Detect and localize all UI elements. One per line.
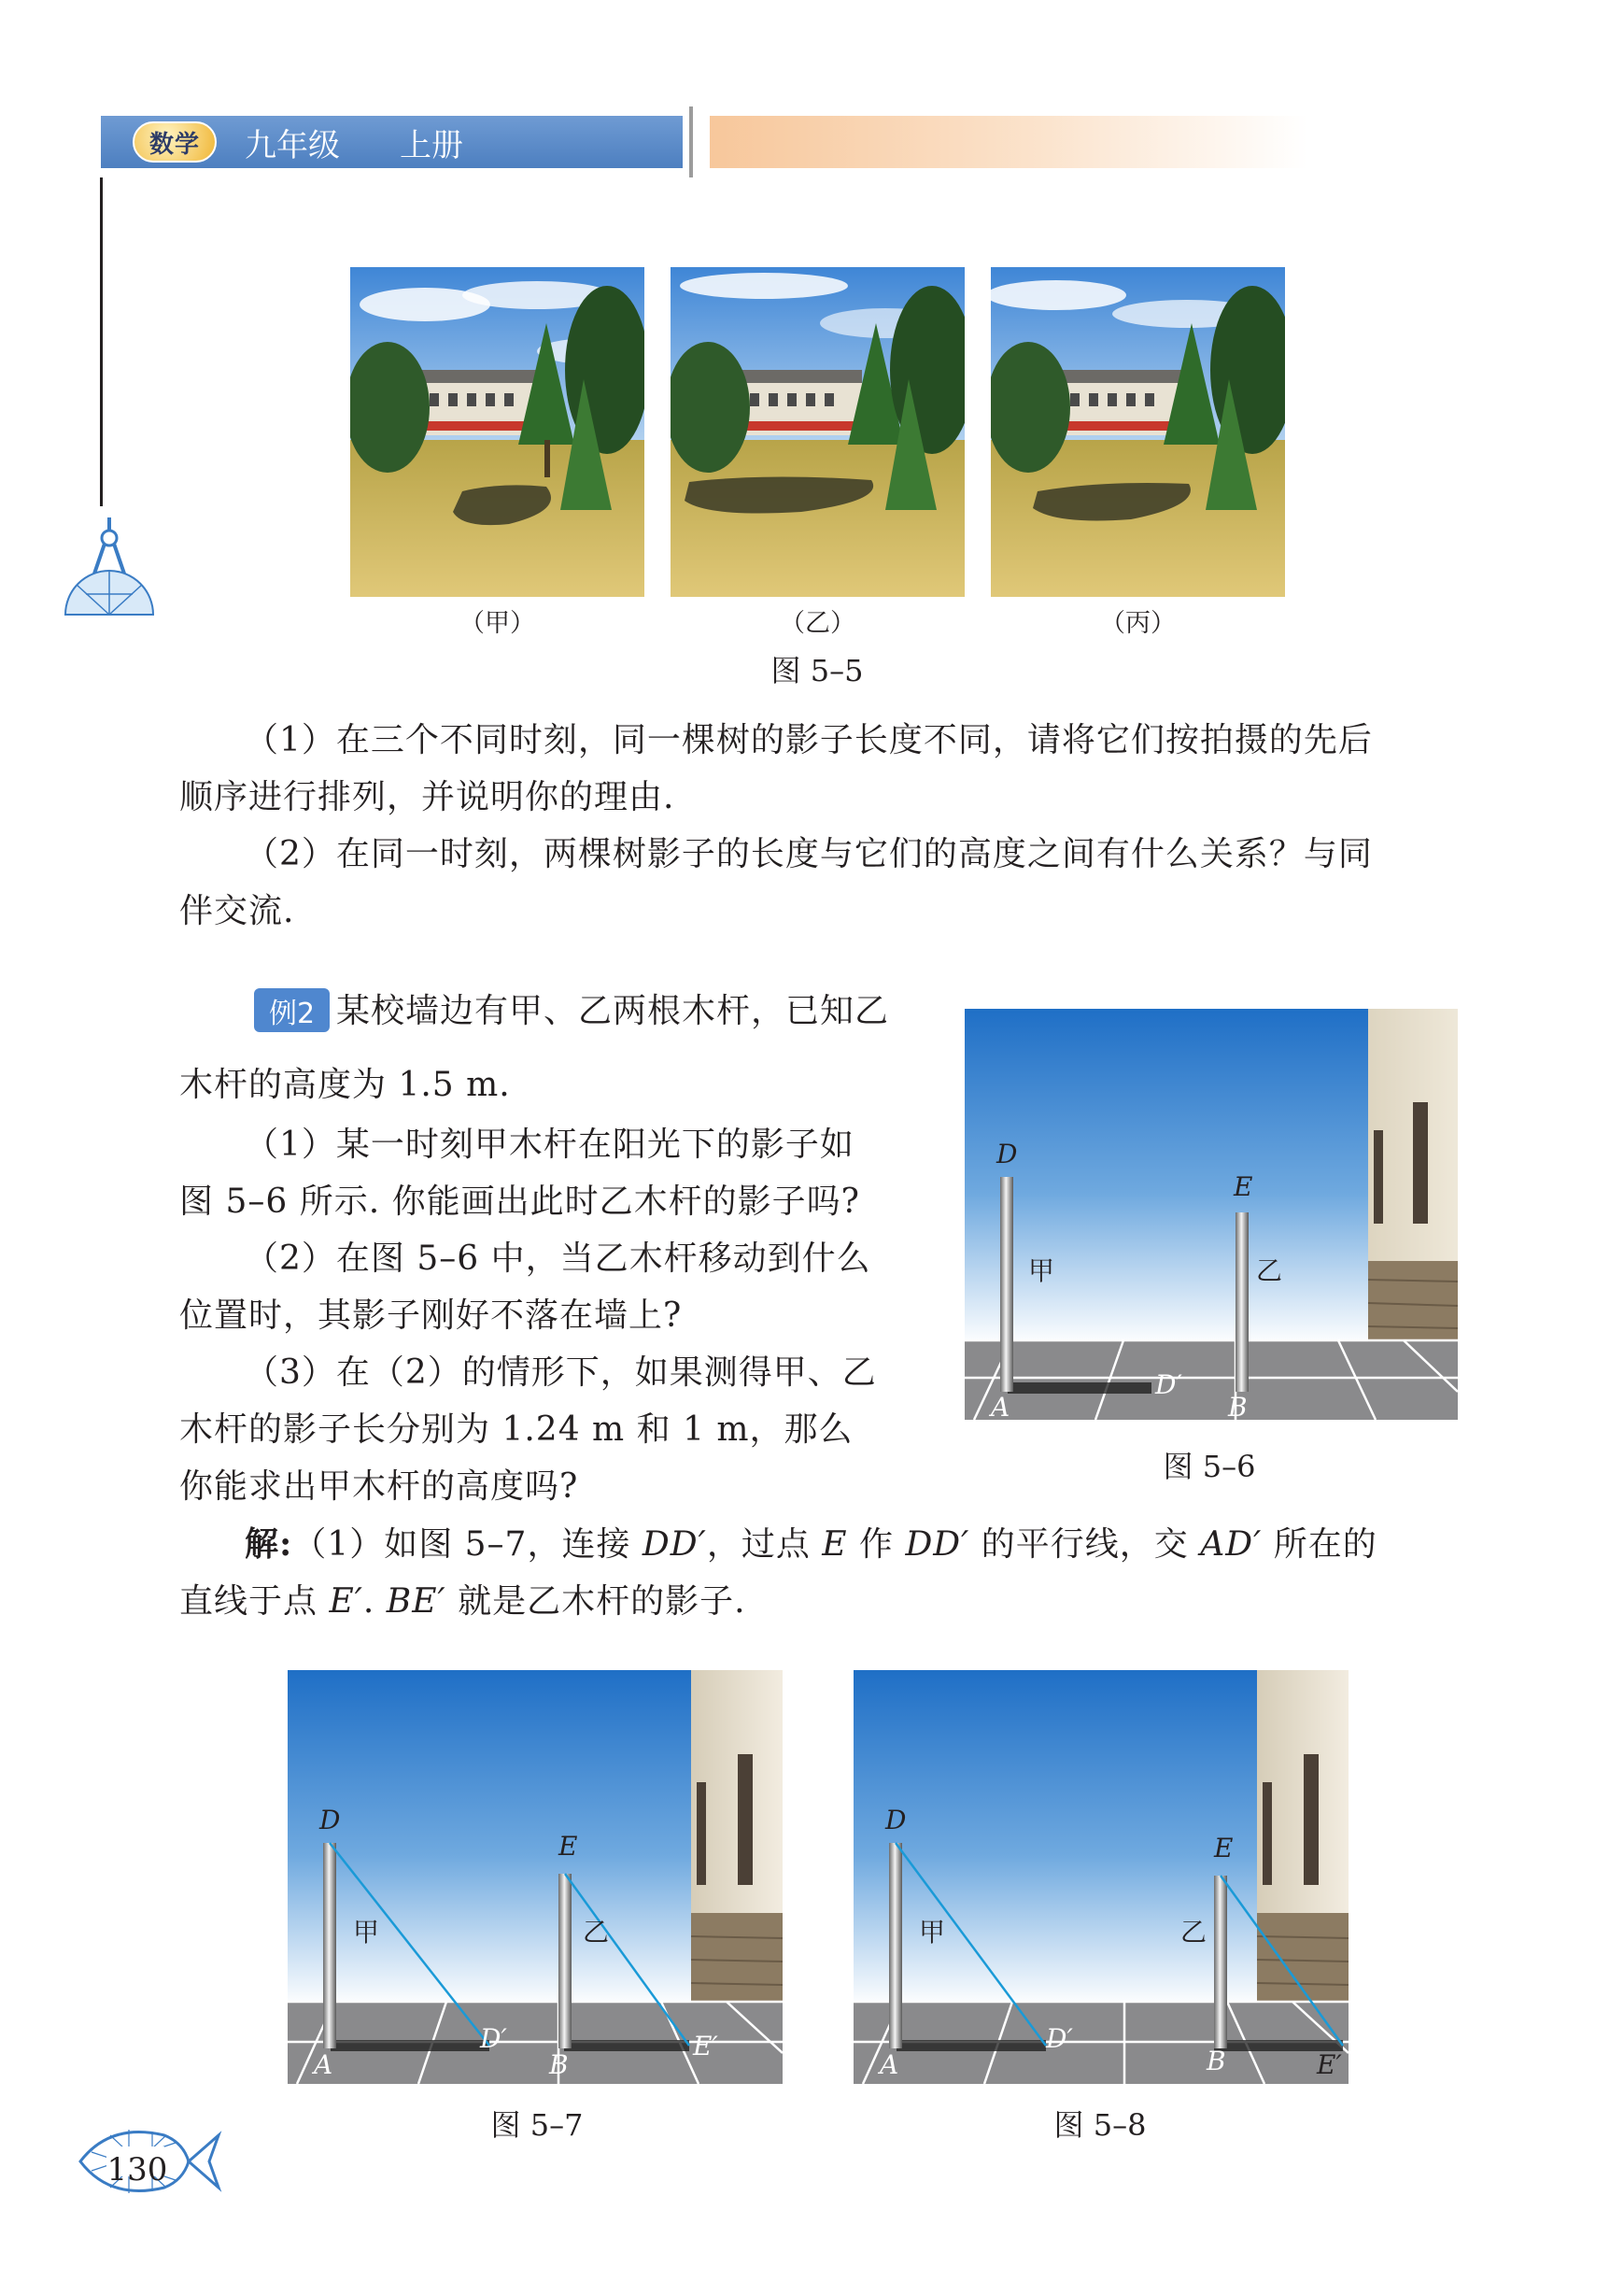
figure-5-7 <box>288 1670 783 2084</box>
fig58-label-B: B <box>1207 2046 1226 2076</box>
example-part1-line2: 图 5–6 所示. 你能画出此时乙木杆的影子吗? <box>179 1183 860 1221</box>
solution-line2: 直线于点 E′. BE′ 就是乙木杆的影子. <box>179 1582 746 1621</box>
header-volume: 上册 <box>400 127 463 164</box>
example-part1-line1: （1）某一时刻甲木杆在阳光下的影子如 <box>245 1126 854 1164</box>
fig56-label-Dp: D′ <box>1155 1369 1182 1400</box>
example-line1: 某校墙边有甲、乙两根木杆，已知乙 <box>336 992 890 1030</box>
fig56-label-yi: 乙 <box>1256 1255 1283 1286</box>
photo-yi <box>671 267 965 597</box>
figure-5-5-caption: 图 5–5 <box>770 653 864 688</box>
fig56-label-jia: 甲 <box>1028 1255 1055 1286</box>
page-number: 130 <box>106 2151 168 2189</box>
fig56-label-D: D <box>996 1139 1018 1169</box>
example-part3-line3: 你能求出甲木杆的高度吗? <box>179 1467 579 1506</box>
fig56-label-E: E <box>1234 1171 1253 1202</box>
example-part2-line2: 位置时，其影子刚好不落在墙上? <box>179 1296 683 1335</box>
example-part3-line2: 木杆的影子长分别为 1.24 m 和 1 m，那么 <box>179 1410 854 1449</box>
fig57-label-A: A <box>314 2049 333 2080</box>
question-1-line2: 顺序进行排列，并说明你的理由. <box>179 778 675 816</box>
fig58-label-E: E <box>1214 1833 1234 1863</box>
margin-line <box>100 177 103 506</box>
fig58-label-Ep: E′ <box>1317 2049 1342 2080</box>
header-divider <box>689 106 693 177</box>
fig58-label-jia: 甲 <box>919 1917 946 1948</box>
fig57-label-E: E <box>558 1831 578 1862</box>
solution-label: 解: <box>245 1524 293 1564</box>
photo-bing <box>991 267 1285 597</box>
photo-jia <box>350 267 644 597</box>
question-1-line1: （1）在三个不同时刻，同一棵树的影子长度不同，请将它们按拍摄的先后 <box>245 721 1373 759</box>
photo-caption-jia: （甲） <box>459 609 535 638</box>
fig57-label-D: D <box>319 1805 341 1835</box>
fig57-label-Dp: D′ <box>480 2023 507 2054</box>
fig58-label-Dp: D′ <box>1046 2023 1073 2054</box>
question-2-line2: 伴交流. <box>179 892 295 930</box>
fig57-label-yi: 乙 <box>583 1917 610 1948</box>
figure-5-8 <box>854 1670 1349 2084</box>
fig58-label-A: A <box>880 2049 899 2080</box>
example-part2-line1: （2）在图 5–6 中，当乙木杆移动到什么 <box>245 1240 871 1278</box>
example-part3-line1: （3）在（2）的情形下，如果测得甲、乙 <box>245 1353 877 1392</box>
example-line2: 木杆的高度为 1.5 m. <box>179 1066 511 1104</box>
header-grade: 九年级 <box>245 127 340 164</box>
fig58-label-D: D <box>885 1805 907 1835</box>
figure-5-6 <box>965 1009 1458 1420</box>
subject-badge: 数学 <box>133 121 217 163</box>
figure-5-8-caption: 图 5–8 <box>1053 2107 1147 2143</box>
photo-caption-bing: （丙） <box>1100 609 1176 638</box>
solution-line1: 解:（1）如图 5–7，连接 DD′，过点 E 作 DD′ 的平行线，交 AD′ 所在的 <box>245 1524 1377 1564</box>
question-2-line1: （2）在同一时刻，两棵树影子的长度与它们的高度之间有什么关系？与同 <box>245 835 1373 873</box>
fig57-label-B: B <box>549 2049 569 2080</box>
fig56-label-B: B <box>1228 1392 1248 1420</box>
fig56-label-A: A <box>991 1392 1010 1420</box>
fig58-label-yi: 乙 <box>1180 1917 1207 1948</box>
fig57-label-Ep: E′ <box>693 2031 718 2061</box>
header-fade-bar <box>710 116 1307 168</box>
photo-caption-yi: （乙） <box>780 609 855 638</box>
fig57-label-jia: 甲 <box>353 1917 380 1948</box>
example-badge: 例2 <box>254 988 330 1032</box>
compass-icon <box>58 510 161 626</box>
figure-5-7-caption: 图 5–7 <box>490 2107 584 2143</box>
figure-5-6-caption: 图 5–6 <box>1163 1449 1256 1484</box>
